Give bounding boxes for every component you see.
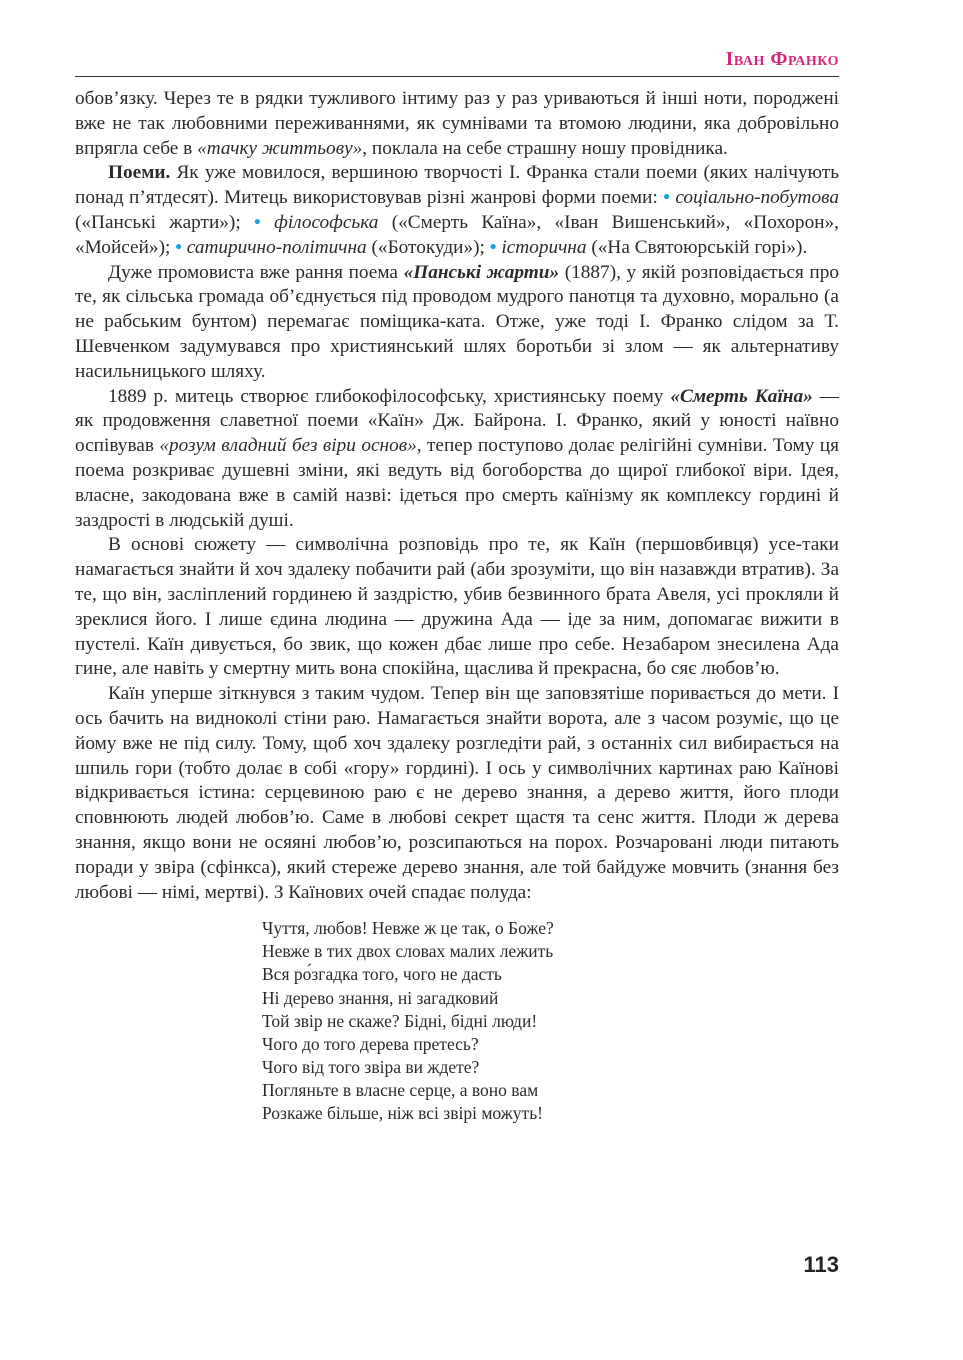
running-title: Іван Франко	[725, 48, 839, 70]
paragraph-5: В основі сюжету — символічна розповідь про те, як Каїн (першовбивця) усе-таки намагається знайти й хоч здалеку побачити рай (аби зрозуміти, що він назавжди втратив). За те, що він, засліплений гординею й заздрістю, убив безвинного брата Авеля, усі прокляли й зреклися його. І лише єдина людина — дружина Ада — іде за ним, допомагає вижити в пустелі. Каїн дивується, бо звик, що кожен дбає лише про себе. Незабаром знесилена Ада гине, але навіть у смертну мить вона спокійна, щаслива й прекрасна, бо сяє любов’ю.	[75, 534, 839, 680]
paragraph-4	[75, 385, 839, 534]
bullet-icon: •	[254, 211, 261, 233]
text-run: («Ботокуди»);	[366, 236, 485, 258]
poem-line: Невже в тих двох словах малих лежить	[262, 941, 554, 962]
poem-title: «Смерть Каїна»	[670, 385, 813, 407]
paragraph-6: Каїн уперше зіткнувся з таким чудом. Тепер він ще заповзятіше поривається до мети. І ось бачить на видноколі стіни раю. Намагається знайти ворота, але з часом розуміє, що це йому вже не під силу. Тому, щоб хоч здалеку розгледіти рай, з останніх сил вибирається на шпиль гори (тобто долає в собі «гору» гордині). І ось у символічних картинах раю Каїнові відкривається істина: серцевиною раю є не дерево знання, а дерево життя, його плоди сповнюють людей любов’ю. Саме в любові секрет щастя та сенс життя. Плоди ж дерева знання, якщо вони не осяяні любов’ю, розсипаються на порох. Розчаровані люди питають поради у звіра (сфінкса), який стереже дерево знання, але той байдуже мовчить (знання без любові — німі, мертві). З Каїнових очей спадає полуда:	[75, 683, 839, 903]
paragraph-3	[75, 261, 839, 385]
text-run: («Смерть Каїна», «Іван Вишенський», «Похорон», «Мойсей»);	[75, 211, 839, 258]
header-rule	[75, 76, 839, 77]
text-run: («Панські жарти»);	[75, 211, 255, 233]
poem-line: Чого до того дерева претесь?	[262, 1033, 479, 1054]
text-run: — як продовження славетної поеми «Каїн» Дж. Байрона. І. Франко, який у юності наївно оспівував	[75, 385, 839, 457]
main-text	[75, 87, 839, 1125]
bullet-icon: •	[175, 236, 182, 258]
text-run: (1887), у якій розповідається про те, як сільська громада об’єднується під проводом мудрого панотця та духовно, морально (а не рабським бунтом) перемагає поміщика-ката. Отже, уже тоді І. Франко слідом за Т. Шевченком задумувався про християнський шлях боротьби зі злом — як альтернативу насильницького шляху.	[75, 261, 839, 382]
poem-line: Ні дерево знання, ні загадковий	[262, 987, 499, 1008]
page-number: 113	[803, 1252, 839, 1277]
text-run: Як уже мовилося, вершиною творчості І. Франка стали поеми (яких налічують понад п’ятдесят). Митець використовував різні жанрові форми поеми:	[75, 162, 839, 209]
section-heading: Поеми.	[108, 162, 171, 184]
text-run: Дуже промовиста вже рання поема	[108, 261, 404, 283]
bullet-icon: •	[489, 236, 497, 258]
text-run: , поклала на себе страшну ношу провідника.	[362, 137, 728, 159]
poem-line: Чого від того звіра ви ждете?	[262, 1056, 480, 1077]
poem-line: Розкаже більше, ніж всі звірі можуть!	[262, 1103, 544, 1124]
poem-excerpt	[262, 917, 839, 1125]
poem-line: Той звір не скаже? Бідні, бідні люди!	[262, 1010, 538, 1031]
quote: «тачку життьову»	[197, 137, 363, 159]
poem-line: Вся ро́згадка того, чого не дасть	[262, 964, 502, 985]
paragraph-1	[75, 87, 839, 161]
genre-term: історична	[501, 236, 587, 258]
poem-line: Чуття, любов! Невже ж це так, о Боже?	[262, 918, 554, 939]
poem-line: Погляньте в власне серце, а воно вам	[262, 1079, 539, 1100]
bullet-icon: •	[663, 187, 670, 209]
genre-term: соціально-побутова	[675, 187, 839, 209]
text-run: , тепер поступово долає релігійні сумніви. Тому ця поема розкриває душевні зміни, які ведуть від богоборства до щирої глибокої віри. Ідея, власне, закодована вже в самій назві: ідеться про смерть каїнізму як комплексу гордині й заздрості в людській душі.	[75, 435, 839, 531]
text-run: («На Святоюрській горі»).	[586, 236, 808, 258]
genre-term: філософська	[274, 211, 379, 233]
quote: «розум владний без віри основ»	[159, 435, 417, 457]
text-run: 1889 р. митець створює глибокофілософську, християнську поему	[108, 385, 671, 407]
text-run: обов’язку. Через те в рядки тужливого інтиму раз у раз уриваються й інші ноти, породжені вже не так любовними переживаннями, як сумнівами та втомою людини, яка добровільно впрягла себе в	[75, 88, 839, 159]
poem-title: «Панські жарти»	[403, 261, 560, 283]
paragraph-poems	[75, 161, 839, 260]
genre-term: сатирично-політична	[186, 236, 367, 258]
